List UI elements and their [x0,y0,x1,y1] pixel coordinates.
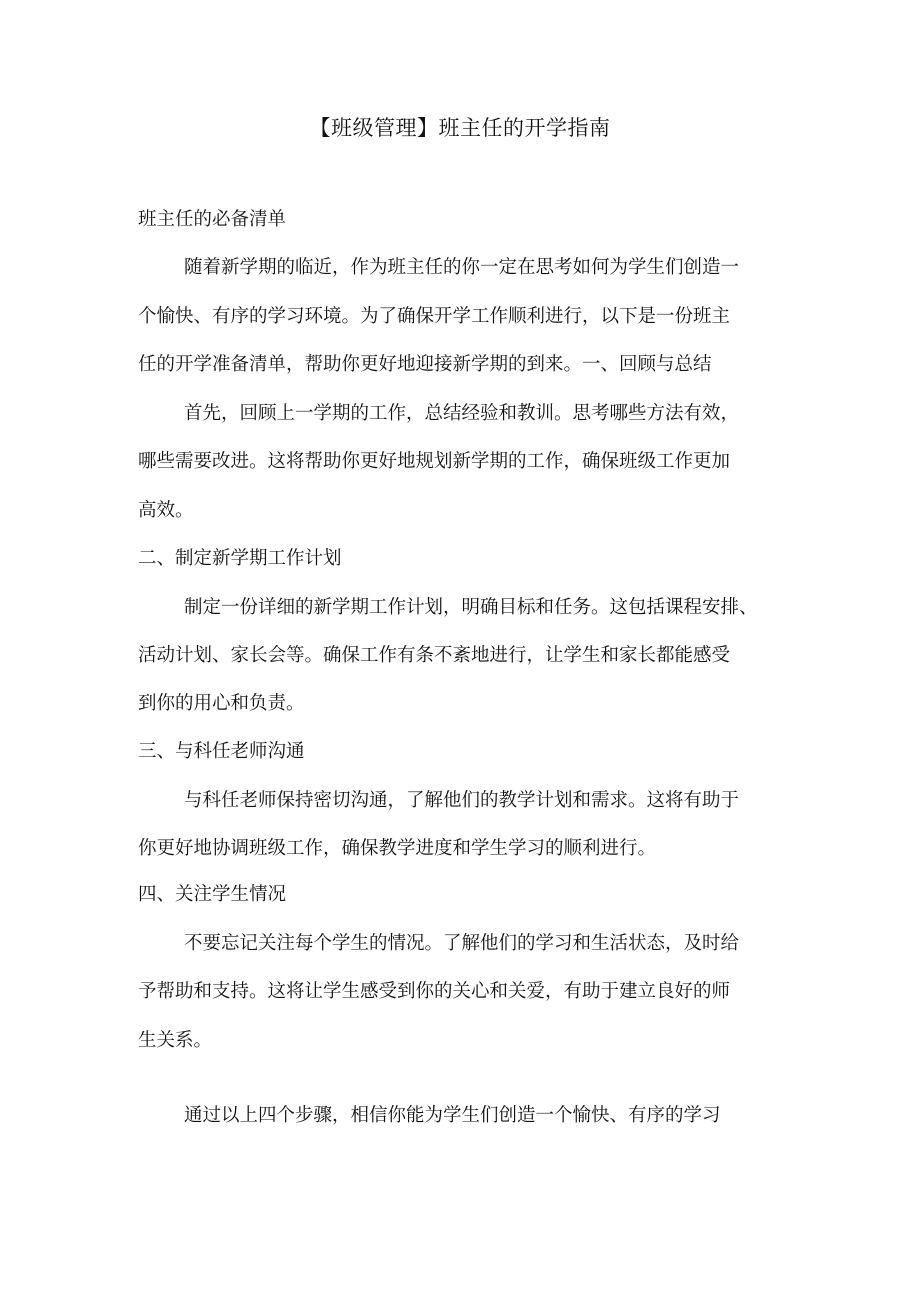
section1-line-3: 高效。 [138,500,194,521]
section4-line-1: 不要忘记关注每个学生的情况。了解他们的学习和生活状态，及时给 [184,933,740,954]
section4-line-2: 予帮助和支持。这将让学生感受到你的关心和关爱，有助于建立良好的师 [138,981,731,1002]
heading-2: 二、制定新学期工作计划 [138,548,342,569]
section2-line-3: 到你的用心和负责。 [138,693,305,714]
section1-line-1: 首先，回顾上一学期的工作，总结经验和教训。思考哪些方法有效， [184,403,740,424]
section4-line-3: 生关系。 [138,1030,213,1051]
closing-line-1: 通过以上四个步骤，相信你能为学生们创造一个愉快、有序的学习 [184,1105,721,1126]
section2-line-2: 活动计划、家长会等。确保工作有条不紊地进行，让学生和家长都能感受 [138,645,731,666]
document-title: 【班级管理】班主任的开学指南 [309,116,611,140]
heading-3: 三、与科任老师沟通 [138,741,305,762]
subtitle: 班主任的必备清单 [138,209,287,230]
intro-line-2: 个愉快、有序的学习环境。为了确保开学工作顺利进行，以下是一份班主 [138,306,731,327]
section2-line-1: 制定一份详细的新学期工作计划，明确目标和任务。这包括课程安排、 [184,597,758,618]
heading-4: 四、关注学生情况 [138,884,287,905]
section1-line-2: 哪些需要改进。这将帮助你更好地规划新学期的工作，确保班级工作更加 [138,451,731,472]
intro-line-3: 任的开学准备清单，帮助你更好地迎接新学期的到来。一、回顾与总结 [138,354,712,375]
section3-line-1: 与科任老师保持密切沟通，了解他们的教学计划和需求。这将有助于 [184,790,740,811]
section3-line-2: 你更好地协调班级工作，确保教学进度和学生学习的顺利进行。 [138,838,657,859]
intro-line-1: 随着新学期的临近，作为班主任的你一定在思考如何为学生们创造一 [184,257,740,278]
